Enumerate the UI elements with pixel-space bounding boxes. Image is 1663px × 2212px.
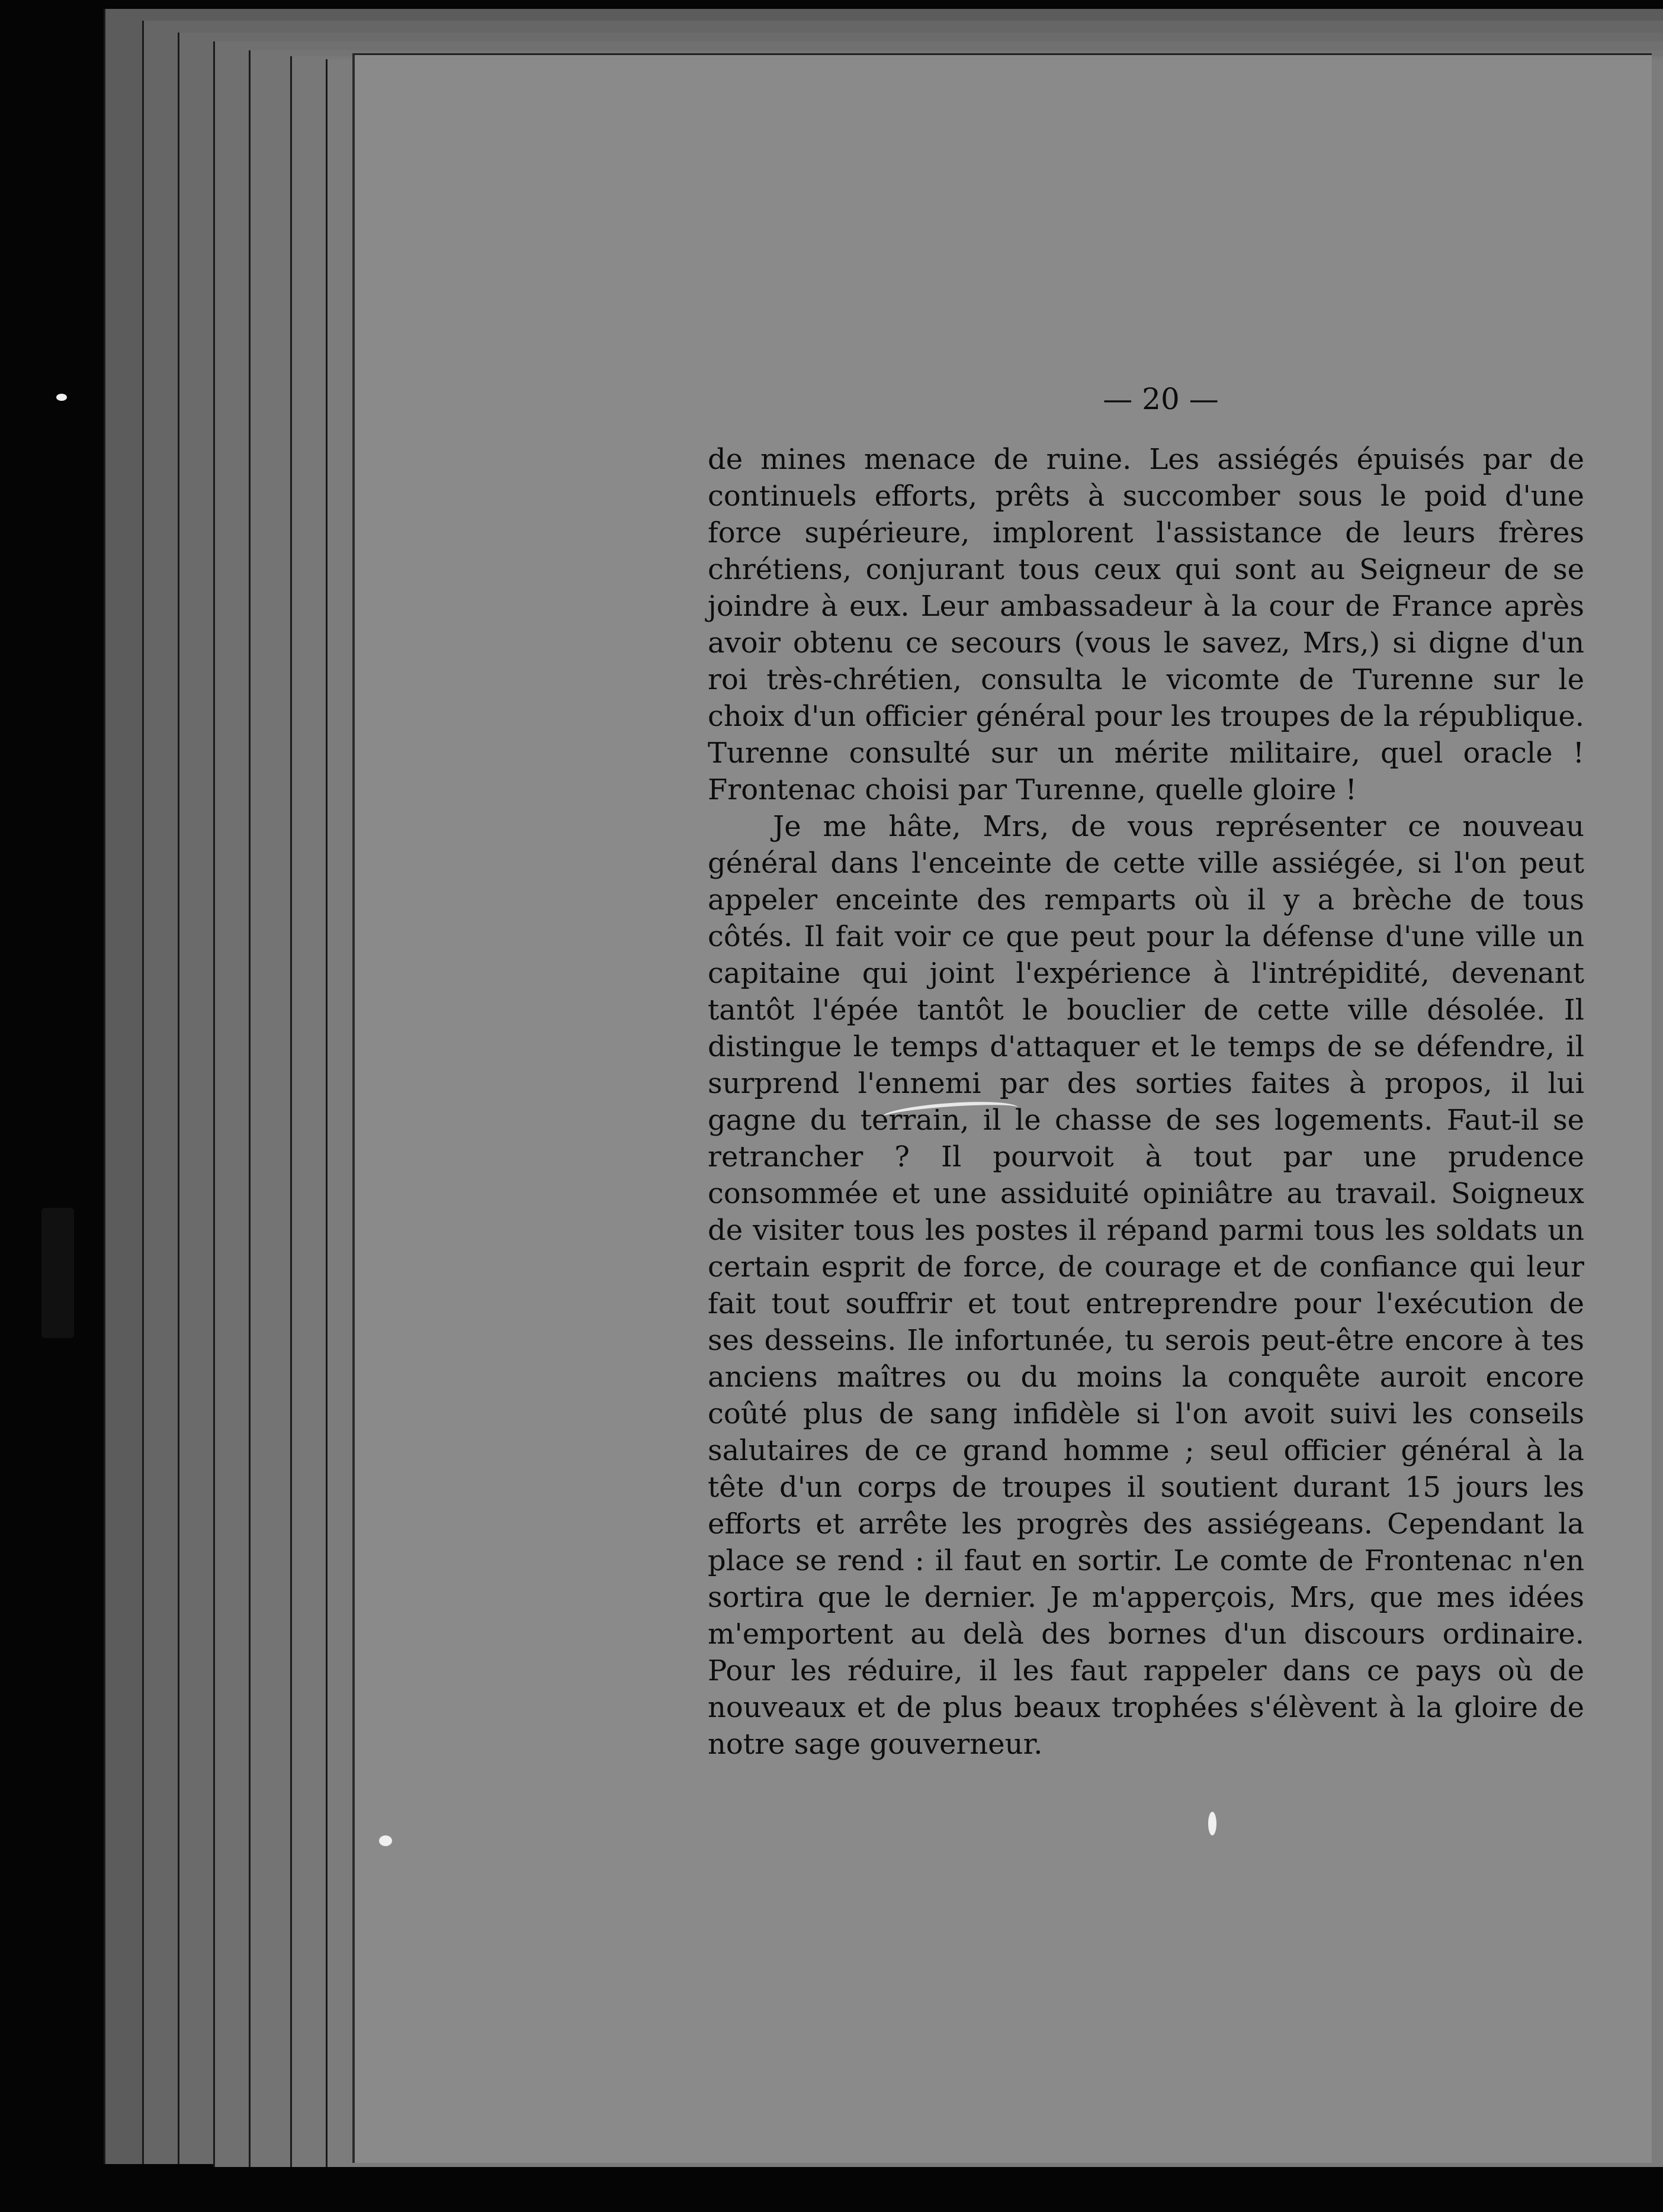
- paragraph: Je me hâte, Mrs, de vous représenter ce nouveau général dans l'enceinte de cette ville assiégée, si l'on peut appeler enceinte des remparts où il y a brèche de tous côtés. Il fait voir ce que peut pour la défense d'une ville un capitaine qui joint l'expérience à l'intrépidité, devenant tantôt l'épée tantôt le bouclier de cette ville désolée. Il distingue le temps d'attaquer et le temps de se défendre, il surprend l'ennemi par des sorties faites à propos, il lui gagne du terrain, il le chasse de ses logements. Faut-il se retrancher ? Il pourvoit à tout par une prudence consommée et une assiduité opiniâtre au travail. Soigneux de visiter tous les postes il répand parmi tous les soldats un certain esprit de force, de courage et de confiance qui leur fait tout souffrir et tout entreprendre pour l'exécution de ses desseins. Ile infortunée, tu serois peut-être encore à tes anciens maîtres ou du moins la conquête auroit encore coûté plus de sang infidèle si l'on avoit suivi les conseils salutaires de ce grand homme ; seul officier général à la tête d'un corps de troupes il soutient durant 15 jours les efforts et arrête les progrès des assiégeans. Cependant la place se rend : il faut en sortir. Le comte de Frontenac n'en sortira que le dernier. Je m'apperçois, Mrs, que mes idées m'emportent au delà des bornes d'un discours ordinaire. Pour les réduire, il les faut rappeler dans ce pays où de nouveaux et de plus beaux trophées s'élèvent à la gloire de notre sage gouverneur.: [708, 810, 1584, 1761]
- dust-speck: [56, 394, 67, 401]
- dust-speck: [1208, 1812, 1216, 1835]
- dust-speck: [379, 1835, 392, 1846]
- page-number: — 20 —: [1103, 382, 1219, 416]
- binding-tab: [41, 1208, 74, 1338]
- paragraph: de mines menace de ruine. Les assiégés épuisés par de continuels efforts, prêts à succomber sous le poid d'une force supérieure, implorent l'assistance de leurs frères chrétiens, conjurant tous ceux qui sont au Seigneur de se joindre à eux. Leur ambassadeur à la cour de France après avoir obtenu ce secours (vous le savez, Mrs,) si digne d'un roi très-chrétien, consulta le vicomte de Turenne sur le choix d'un officier général pour les troupes de la république. Turenne consulté sur un mérite militaire, quel oracle ! Frontenac choisi par Turenne, quelle gloire !: [708, 443, 1585, 806]
- body-text: [708, 441, 1584, 1763]
